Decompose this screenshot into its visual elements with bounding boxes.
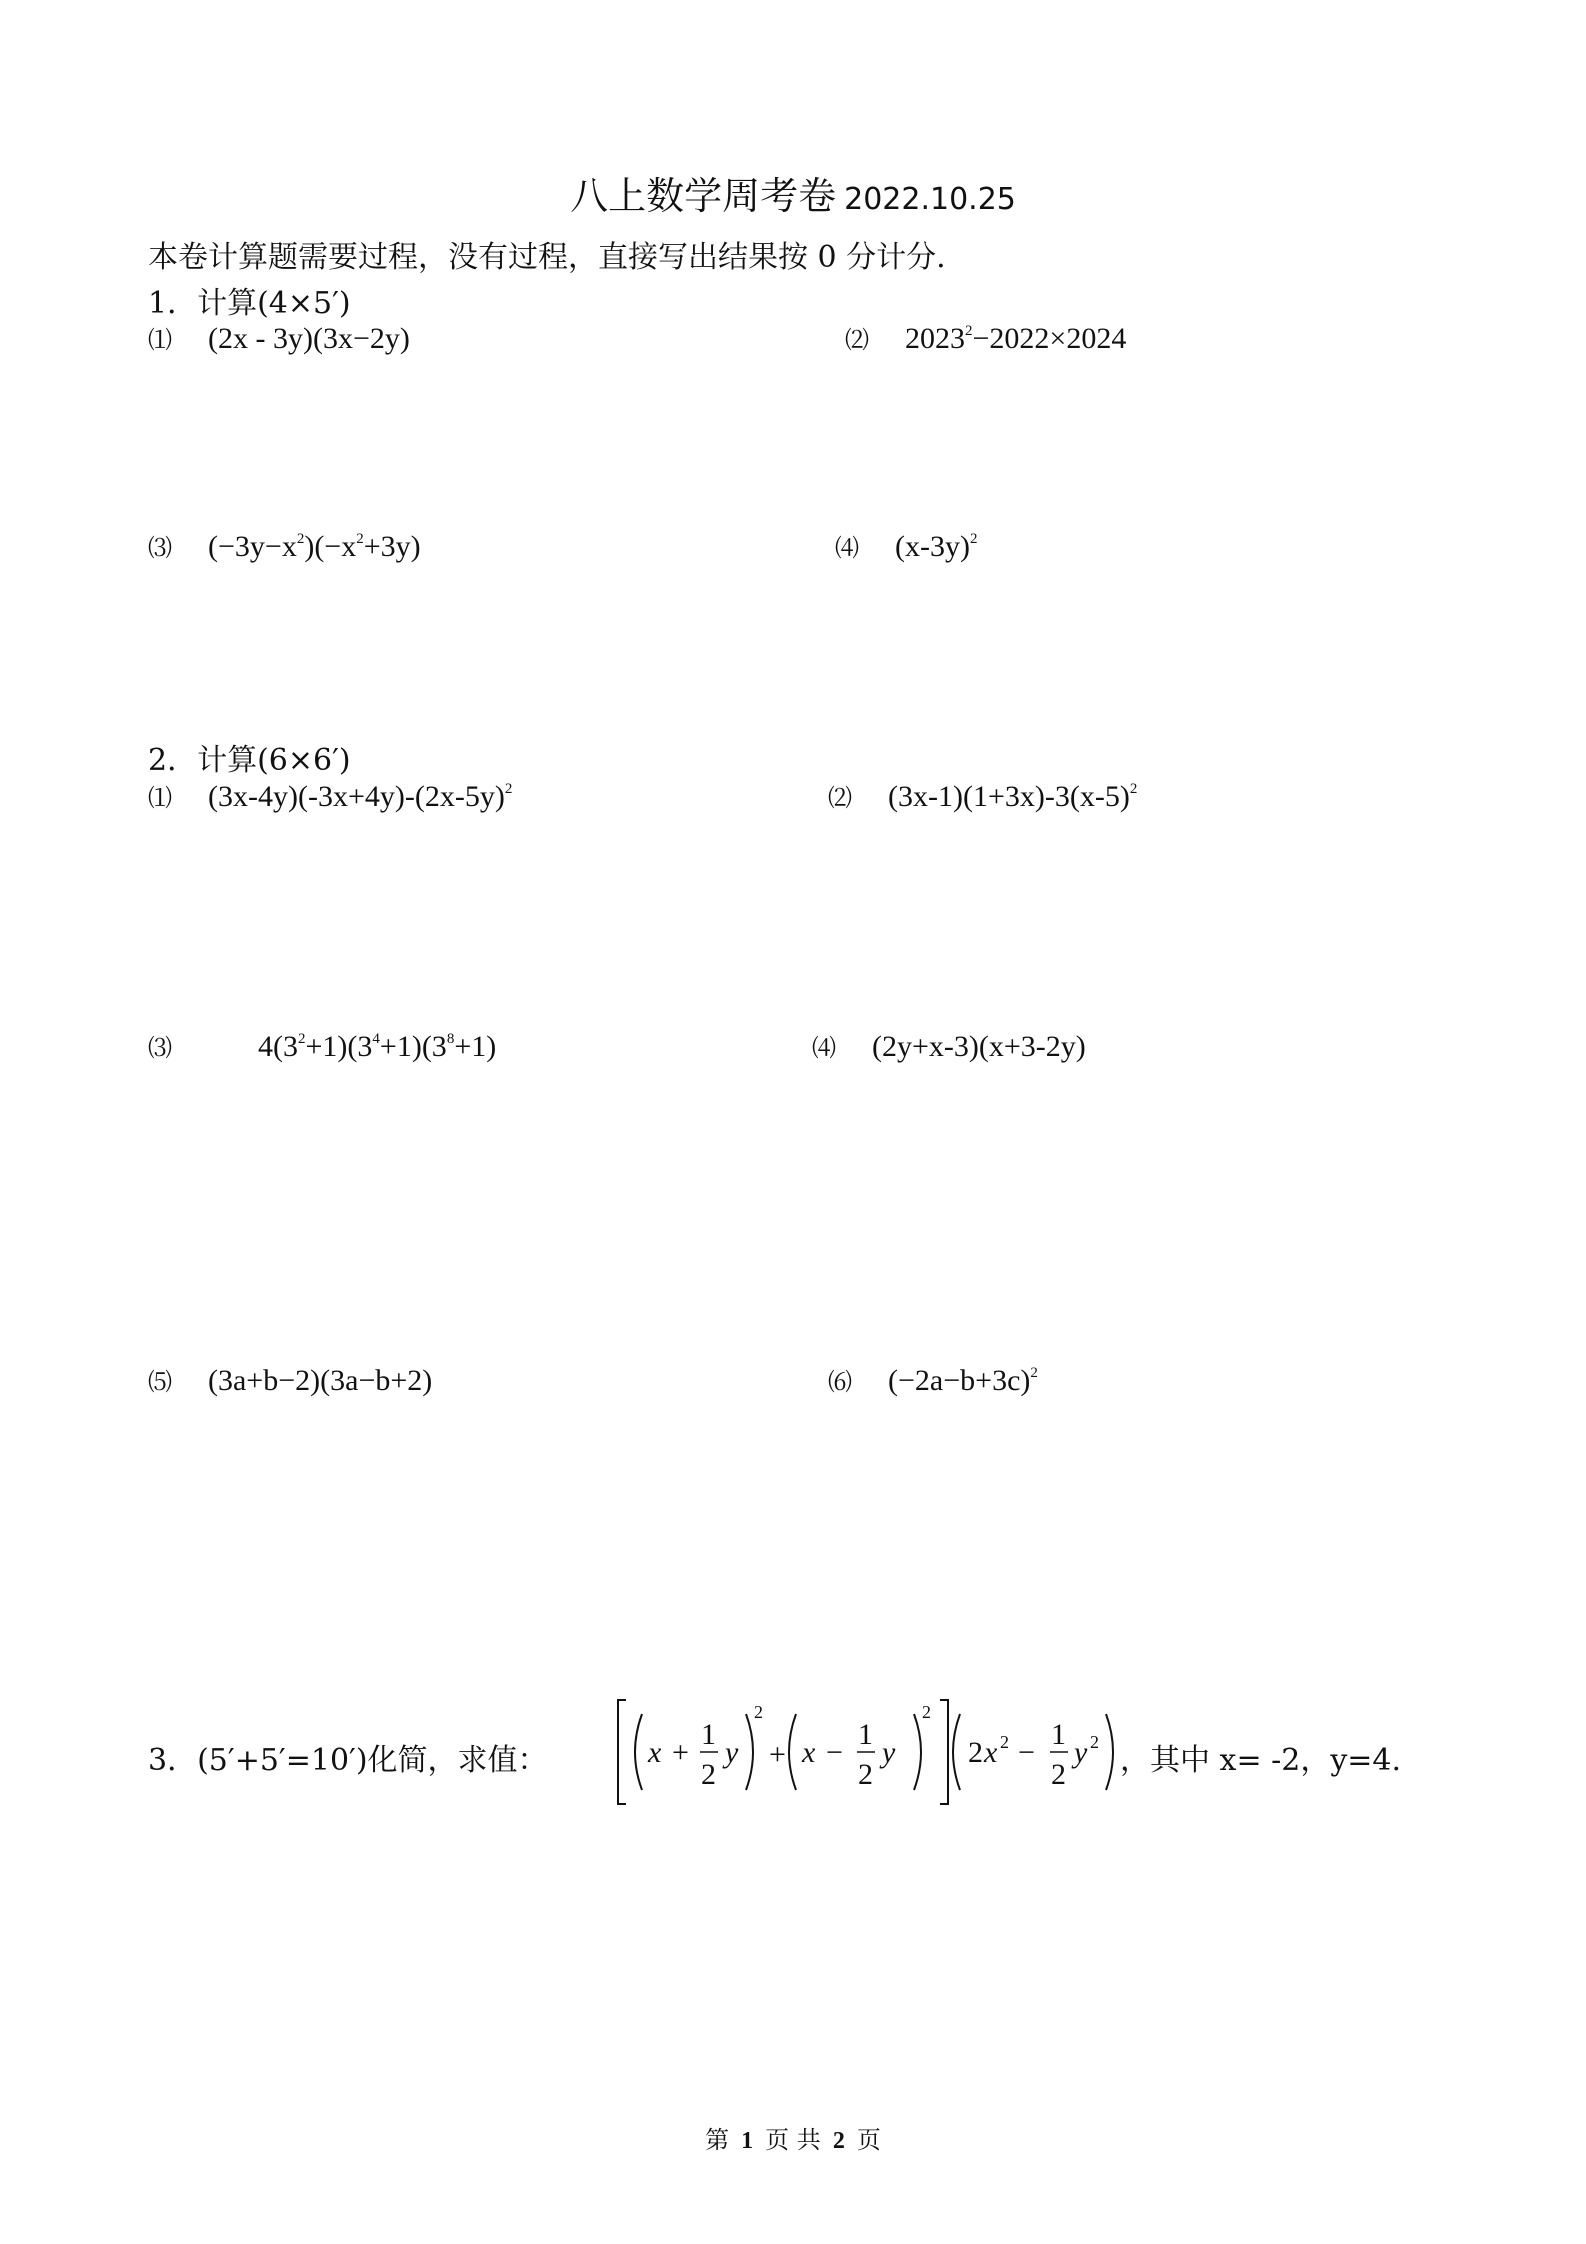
svg-text:+: + [769,1738,786,1771]
svg-text:y: y [725,1736,739,1769]
svg-text:−: − [1018,1736,1035,1769]
svg-text:x: x [648,1736,662,1769]
s2-problem-1 [148,778,512,814]
problem-expression: (2x - 3y)(3x−2y) [208,322,410,355]
s1-problem-2 [845,320,1126,356]
svg-text:y: y [1074,1736,1088,1769]
s1-problem-1 [148,320,410,356]
problem-expression: $2023^2-2022\times 2024$ [905,322,1127,355]
problem-number: ⑹ [828,1368,852,1396]
problem-number: ⑴ [148,326,172,354]
problem-expression: (2y+x-3)(x+3-2y) [872,1030,1086,1063]
svg-text:y: y [882,1736,896,1769]
svg-text:2: 2 [701,1758,716,1791]
svg-text:2: 2 [1090,1732,1099,1752]
section2-heading: 2．计算(6×6′) [148,743,351,778]
section1-heading: 1．计算(4×5′) [148,286,351,321]
svg-text:2: 2 [754,1702,763,1722]
page-number: 1 [741,2128,754,2154]
exam-date: 2022.10.25 [844,182,1016,217]
s2-problem-6 [828,1362,1038,1398]
svg-text:1: 1 [858,1718,873,1751]
problem-number: ⑸ [148,1368,172,1396]
section3-tail: ，其中 x= -2，y=4. [1120,1743,1402,1778]
problem-expression: $(3x-4y)(-3x+4y)-(2x-5y)^2$ [208,780,513,813]
instructions: 本卷计算题需要过程，没有过程，直接写出结果按 0 分计分. [148,240,946,275]
s2-problem-5 [148,1362,432,1398]
page-title [0,165,1586,220]
s2-problem-4 [812,1028,1086,1064]
problem-expression: $(-3y-x^2)(-x^2+3y)$ [208,530,421,563]
problem-expression: $(x-3y)^2$ [895,530,978,563]
title-text: 八上数学周考卷 [570,174,837,218]
problem-expression: $4(3^2+1)(3^4+1)(3^8+1)$ [258,1030,497,1063]
problem-number: ⑷ [835,534,859,562]
svg-text:x: x [802,1736,816,1769]
problem-number: ⑵ [845,326,869,354]
problem-expression: (3a+b−2)(3a−b+2) [208,1364,433,1397]
problem-number: ⑶ [148,1034,172,1062]
problem-number: ⑴ [148,784,172,812]
svg-text:x: x [984,1736,998,1769]
total-pages: 2 [832,2128,845,2154]
s1-problem-4 [835,528,977,564]
svg-text:2: 2 [1051,1758,1066,1791]
simplify-formula [612,1692,1132,1810]
problem-expression: $(3x-1)(1+3x)-3(x-5)^2$ [888,780,1138,813]
s2-problem-2 [828,778,1137,814]
svg-text:1: 1 [1051,1718,1066,1751]
svg-text:2: 2 [1000,1732,1009,1752]
svg-text:2: 2 [922,1702,931,1722]
page-footer: 第 1 页 共 2 页 [705,2126,881,2154]
section3-lead: 3．(5′+5′=10′)化简，求值： [148,1743,548,1778]
problem-number: ⑷ [812,1034,836,1062]
s1-problem-3 [148,528,421,564]
svg-text:1: 1 [701,1718,716,1751]
svg-text:+: + [672,1736,689,1769]
svg-text:−: − [826,1736,843,1769]
problem-number: ⑵ [828,784,852,812]
s2-problem-3 [148,1028,496,1064]
problem-number: ⑶ [148,534,172,562]
svg-text:2: 2 [858,1758,873,1791]
problem-expression: $(-2a-b+3c)^2$ [888,1364,1038,1397]
svg-text:2: 2 [968,1736,983,1769]
